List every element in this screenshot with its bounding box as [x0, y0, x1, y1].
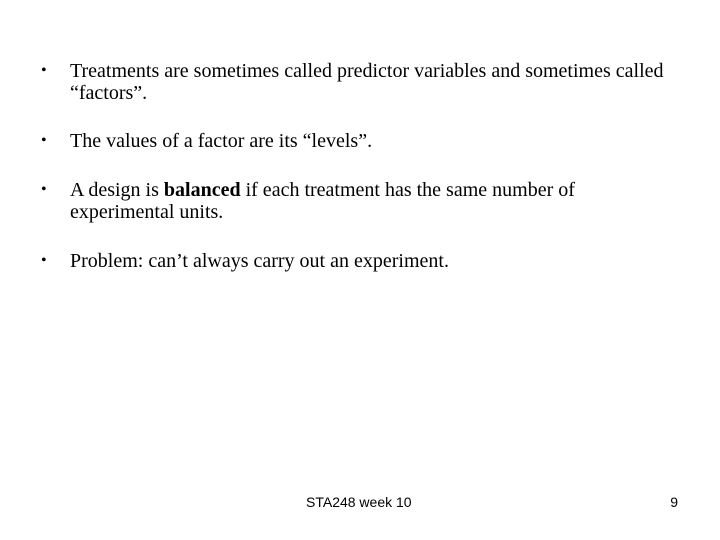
footer-course: STA248 week 10	[306, 494, 412, 510]
bullet-text-before: A design is	[70, 179, 164, 201]
slide-footer	[0, 494, 720, 514]
bullet-icon: •	[41, 252, 47, 269]
bullet-text-after: if each treatment has the same number of experimental units.	[70, 179, 575, 223]
bullet-list	[41, 60, 681, 299]
bullet-text: The values of a factor are its “levels”.	[70, 130, 373, 152]
bullet-icon: •	[41, 181, 47, 198]
bullet-text	[70, 179, 575, 223]
bullet-text: Treatments are sometimes called predictor variables and sometimes called “factors”.	[70, 60, 664, 104]
bullet-item	[41, 60, 681, 104]
bullet-item	[41, 130, 681, 152]
bullet-item	[41, 250, 681, 272]
bullet-icon: •	[41, 62, 47, 79]
bullet-text-bold: balanced	[163, 179, 241, 201]
bullet-text: Problem: can’t always carry out an experiment.	[70, 250, 449, 272]
bullet-item	[41, 179, 681, 223]
bullet-icon: •	[41, 132, 47, 149]
page-number: 9	[670, 494, 678, 510]
